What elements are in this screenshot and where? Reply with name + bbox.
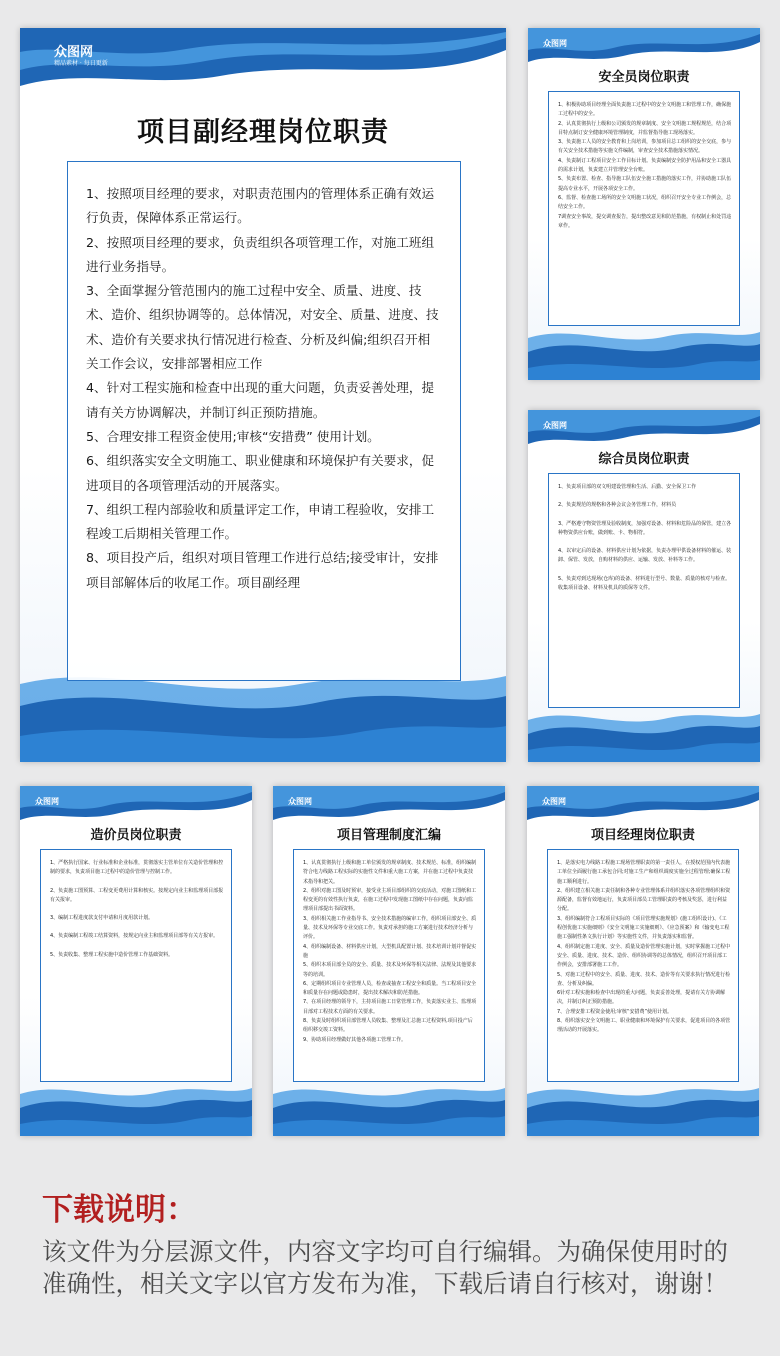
poster-project-manager (527, 786, 759, 1136)
top-wave-decoration (528, 410, 760, 452)
duty-item: 7、在项目经理的领导下，主持项目施工日常管理工作，负责落实业主、监理项目部对工程技术方面的有关要求。 (303, 999, 477, 1015)
duty-item: 7、合理安排工程资金使用;审核“安措费”使用计划。 (557, 1008, 673, 1015)
brand-logo-mark: 众图网 (288, 797, 312, 806)
duty-item: 1、是落实电力线路工程施工现场管理职责的第一责任人，在授权范围内代表施工单位全面履行施工承包合同;对施工生产和组织调度实施全过程管理;确保工程施工顺利进行。 (557, 860, 731, 885)
duty-item: 6、组织落实安全文明施工、职业健康和环境保护有关要求，促进项目的各项管理活动的开展落实。 (86, 453, 435, 493)
duty-item: 4、负责编制工程竣工结算资料，按规定向业主和监理项目部等有关方报审。 (50, 933, 219, 940)
duty-item: 1、按照项目经理的要求，对职责范围内的管理体系正确有效运行负责，保障体系正常运行。 (86, 186, 435, 226)
brand-logo (54, 46, 108, 67)
content-frame (40, 849, 232, 1082)
poster-title: 项目管理制度汇编 (336, 828, 441, 843)
duty-item: 3、编制工程进度款支付申请和月度用款计划。 (50, 915, 154, 922)
brand-logo (542, 798, 566, 806)
duty-list (303, 859, 477, 1045)
bottom-wave-decoration (527, 1080, 759, 1136)
duty-item: 1、负责项目部的双文明建设管理和生活、后勤、安全保卫工作 (558, 484, 697, 490)
brand-logo-mark: 众图网 (543, 421, 567, 430)
duty-item: 5、对施工过程中的安全、质量、进度、技术、造价等有关要求执行情况进行检查、分析及纠偏。 (557, 971, 731, 987)
bottom-wave-decoration (528, 706, 760, 762)
duty-item: 6、定期组织项目专业管理人员，检查或抽查工程安全和质量。当工程项目安全和质量存在问题或隐患时，提出技术解决和防范措施。 (303, 980, 477, 997)
brand-logo-mark: 众图网 (542, 797, 566, 806)
duty-item: 4、以审定后的设备、材料供应计划为依据，负责办理甲供设备材料的催运、装卸、保管、发放，自购材料的供应、运输、发放、补料等工作。 (558, 548, 732, 564)
duty-item: 4、组织编制设备、材料供应计划，大型机具配置计划、技术培训计划并督促实施 (303, 943, 477, 959)
duty-item: 7调查安全事故，提交调查报告，提出整改意见和防范措施，有权制止和处罚违章作。 (558, 213, 732, 229)
duty-item: 5、组织本项目部全员的安全、质量、技术及环保等相关法律、法规及其他要求等的培训。 (303, 962, 477, 978)
duty-item: 4、针对工程实施和检查中出现的重大问题，负责妥善处理，提请有关方协调解决，并制订纠正预防措施。 (86, 380, 435, 420)
duty-list (557, 859, 731, 1036)
download-note (42, 1190, 742, 1300)
duty-item: 4、组织制定施工进度、安全、质量及造价管理实施计划，实时掌握施工过程中安全、质量、进度、技术、造价、组织协调等的总体情况，组织召开项目部工作例会，安排部署施工工作。 (557, 943, 731, 969)
duty-item: 3、负责施工人员的安全教育和上岗培训，参加项目总工组织的安全交底，参与有关安全技术措施等实施文件编制，审查安全技术措施落实情况。 (558, 139, 732, 155)
duty-list (50, 859, 224, 960)
duty-item: 1、认真贯彻执行上级和施工单位颁发的规章制度、技术规范、标准，组织编制符合电力线路工程实际的实施性文件和重大施工方案，并在施工过程中负责技术指导和把关。 (303, 860, 477, 885)
poster-title: 造价员岗位职责 (90, 828, 182, 843)
poster-title: 项目经理岗位职责 (590, 828, 695, 843)
poster-deputy-manager (20, 28, 506, 762)
duty-list (558, 483, 732, 593)
bottom-wave-decoration (528, 324, 760, 380)
duty-item: 6、监督、检查施工场所的安全文明施工状况，组织召开安全专业工作例会，总结安全工作。 (558, 194, 732, 211)
duty-item: 5、负责收集、整理工程实施中造价管理工作基础资料。 (50, 951, 174, 958)
duty-item: 3、组织编制符合工程项目实际的《项目管理实施规划》(施工组织设计)、《工程创优施工实施细则》《安全文明施工实施细则》、《应急预案》和《输变电工程施工强制性条文执行计划》等实施性文件，并负责落实和监督。 (557, 915, 730, 941)
duty-item: 3、严格遵守物资管理及验收制度，加强对设备、材料和危险品的保管，建立各种物资供应台账，做到账、卡、物相符。 (558, 520, 732, 536)
content-frame (548, 91, 740, 326)
duty-item: 8、组织落实安全文明施工、职业健康和环境保护有关要求，促进项目的各项管理活动的开展落实。 (557, 1018, 731, 1034)
brand-logo (35, 798, 59, 806)
bottom-wave-decoration (273, 1080, 505, 1136)
content-frame (67, 161, 461, 681)
duty-item: 4、负责制订工程项目安全工作目标计划。负责编制安全防护用品和安全工器具的需求计划，负责建立并管理安全台账。 (558, 157, 732, 174)
brand-logo (543, 40, 567, 48)
download-note-body: 该文件为分层源文件，内容文字均可自行编辑。为确保使用时的准确性，相关文字以官方发布为准，下载后请自行核对，谢谢！ (42, 1237, 728, 1298)
top-wave-decoration (527, 786, 759, 828)
duty-item: 2、认真贯彻执行上级和公司颁发的规章制度、安全文明施工规程规范，结合项目特点制订安全健康环境管理制度，并监督指导施工现场落实。 (558, 120, 732, 136)
poster-cost-estimator (20, 786, 252, 1136)
poster-title: 项目副经理岗位职责 (137, 117, 389, 148)
brand-logo (543, 422, 567, 430)
duty-item: 3、组织相关施工作业指导书、安全技术措施的编审工作，组织项目部安全、质量、技术及环保等专业交底工作。负责对承担的施工方案进行技术经济分析与评价。 (303, 915, 477, 941)
duty-item: 2、负责施工图预算、工程变更费用计算和核实。按规定向业主和监理项目部报有关报审。 (50, 887, 224, 903)
content-frame (293, 849, 485, 1082)
duty-list (558, 101, 732, 231)
duty-item: 2、负责规范的规格和各种会议会务管理工作，材料员 (558, 502, 677, 509)
duty-item: 2、组织建立相关施工责任制和各种专业管理体系并组织落实各项管理组织和资源配备，监督有效地运行，负责项目部员工管理职责的考核及奖惩，进行利益分配。 (557, 887, 731, 913)
brand-logo (288, 798, 312, 806)
brand-logo-mark: 众图网 (54, 45, 94, 60)
duty-item: 2、按照项目经理的要求，负责组织各项管理工作，对施工班组进行业务指导。 (86, 234, 435, 274)
duty-item: 5、合理安排工程资金使用;审核“安措费” 使用计划。 (86, 428, 380, 444)
top-wave-decoration (20, 786, 252, 828)
duty-item: 5、负责对到达现场(仓库)的设备、材料进行型号、数量、质量的核对与检查。收集项目设备、材料及机具的质保等文件。 (558, 575, 731, 592)
download-note-title: 下载说明： (42, 1192, 197, 1228)
duty-item: 9、协助项目经理做好其他各项施工管理工作。 (303, 1036, 407, 1043)
top-wave-decoration (273, 786, 505, 828)
duty-item: 1、积极协助项目经理全面负责施工过程中的安全文明施工和管理工作，确保施工过程中的安全。 (558, 102, 732, 118)
poster-title: 综合员岗位职责 (598, 452, 690, 467)
duty-item: 5、负责布置、检查、指导施工队伍安全施工措施的落实工作，并协助施工队伍提高专业水平，开展各项安全工作。 (558, 176, 732, 192)
duty-item: 8、项目投产后，组织对项目管理工作进行总结;接受审计，安排项目部解体后的收尾工作。项目副经理 (86, 550, 439, 590)
poster-safety-officer (528, 28, 760, 380)
poster-title: 安全员岗位职责 (598, 70, 690, 85)
brand-tagline: 精品素材 · 每日更新 (54, 60, 108, 67)
poster-general-clerk (528, 410, 760, 762)
content-frame (547, 849, 739, 1082)
brand-logo-mark: 众图网 (35, 797, 59, 806)
duty-list (86, 182, 442, 595)
duty-item: 2、组织对施工图及时预审，接受业主项目部组织的交底活动，对施工图纸和工程变更的有效性执行负责，在施工过程中发现施工图纸中存在问题，负责向监理项目部提出书面资料。 (303, 887, 477, 913)
poster-management-system (273, 786, 505, 1136)
duty-item: 6针对工程实施和检查中出现的重大问题，负责妥善处理，提请有关方协调解决，并制订纠正预防措施。 (557, 990, 726, 1006)
duty-item: 1、严格执行国家、行业标准和企业标准，贯彻落实主管单位有关造价管理和控制的要求，负责项目施工过程中的造价管理与控制工作。 (50, 860, 224, 876)
brand-logo-mark: 众图网 (543, 39, 567, 48)
duty-item: 3、全面掌握分管范围内的施工过程中安全、质量、进度、技术、造价、组织协调等的。总体情况，对安全、质量、进度、技术、造价有关要求执行情况进行检查、分析及纠偏;组织召开相关工作会议，安排部署相应工作 (86, 283, 439, 372)
top-wave-decoration (528, 28, 760, 70)
content-frame (548, 473, 740, 708)
duty-item: 7、组织工程内部验收和质量评定工作，申请工程验收，安排工程竣工后期相关管理工作。 (86, 501, 435, 542)
duty-item: 8、负责及时组织项目部管理人员收集、整理及汇总施工过程资料,项目投产后组织移交竣工资料。 (303, 1018, 473, 1034)
bottom-wave-decoration (20, 1080, 252, 1136)
